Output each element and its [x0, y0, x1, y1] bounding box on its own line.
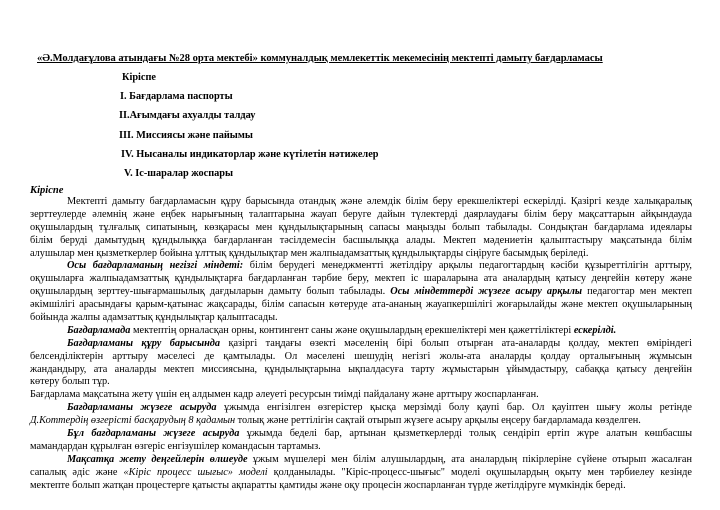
toc-item: Кіріспе: [122, 72, 156, 83]
text-line: [30, 235, 692, 248]
text-line: [30, 299, 692, 312]
text-segment: ұжымда беделі бар, артынан қызметкерлерді толық сендіріп ертіп жүре алатын көшбасшы: [239, 428, 692, 440]
text-line: [30, 196, 692, 209]
text-segment: педагогтар мен мектеп: [582, 286, 692, 298]
text-line: [30, 222, 692, 235]
text-line: [30, 364, 692, 377]
toc-item: I. Бағдарлама паспорты: [120, 91, 233, 103]
section-heading: Кіріспе: [30, 185, 64, 196]
text-segment: ұжымда енгізілген өзгерістер қысқа мерзімді болу қаупі бар. Ол қауіптен шығу жолы ретінде: [216, 402, 693, 414]
document-title: «Ә.Молдағұлова атындағы №28 орта мектебі» коммуналдық мемлекеттік мекемесінің мектепті дамыту бағдарламасы: [37, 53, 603, 64]
text-line: [30, 467, 692, 480]
body-text: [30, 196, 692, 492]
text-segment: белсенділіктерін арттыру мәселесі де қамтылады. Ол мәселені шешудің негізгі жолы-ата аналарды қолдау орталығының жұмысын: [30, 350, 692, 362]
text-line: [30, 428, 692, 441]
text-line: [30, 402, 692, 415]
text-line: [30, 480, 692, 493]
text-segment: Мектепті дамыту бағдарламасын құру барысында отандық және әлемдік білім беру ерекшеліктері ескерілді. Қазіргі кезде халықаралық: [67, 196, 692, 207]
emphasis-text: Мақсатқа жету деңгейлерін өлшеуде: [67, 453, 248, 465]
text-line: [30, 338, 692, 351]
text-segment: әкімшілігі арасындағы қарым-қатынас жақсарады, білім сапасын көтеруде ата-ананың жауапкершілігі жоғарылайды және мектеп оқушыларының: [30, 299, 692, 311]
text-segment: қазіргі таңдағы өзекті мәселенің бірі болып отырған ата-аналарды қолдау, мектеп өміріндегі: [220, 337, 692, 349]
text-segment: оқушылардың зерттеу-шығармашылық дағдыларын дамыту болып табылады.: [30, 286, 391, 298]
text-line: [30, 351, 692, 364]
text-line: [30, 260, 692, 273]
text-segment: оқушыларға жалпыадамзаттық құндылықтарға бағдарланған тәрбие беру, мектеп іс шараларына ата аналардың қатысу деңгейін көтеру және: [30, 273, 692, 285]
text-segment: ұжым мүшелері мен білім алушылардың, ата аналардың пікірлеріне сүйене отырып жасалған: [247, 453, 692, 465]
text-segment: оқушылардың тұлғалық сипатының, көзқарасы мен құндылықтарының сапасы маңызды болып табылады. Сондықтан бағдарлама идеялары: [30, 221, 692, 233]
text-segment: қолданылады. "Кіріс-процесс-шығыс" моделі оқушылардың оқыту мен тәрбиелеу кезінде: [267, 466, 692, 478]
emphasis-text: Бағдарламада: [67, 324, 131, 336]
text-line: [30, 389, 692, 402]
toc-item: IV. Нысаналы индикаторлар және күтілетін нәтижелер: [121, 148, 379, 160]
text-segment: мамандардан құрылған өзгеріс енгізушілер командасын тартамыз.: [30, 440, 321, 452]
text-line: [30, 376, 692, 389]
text-segment: зерттеулерде әлемнің және еңбек нарығының талаптарына жауап беруге дайын түлектерді даярлаудағы білім беру мақсаттарын айқындауда: [30, 208, 692, 220]
text-line: [30, 325, 692, 338]
text-line: [30, 273, 692, 286]
text-segment: көтеру болып тұр.: [30, 376, 110, 388]
emphasis-text: Бағдарламаны жүзеге асыруда: [67, 402, 217, 414]
text-segment: мектепте болып жатқан процестерге қатысты ақпаратты қамтиды және оқу процесін жоспарланған түрде жетілдіруге мүмкіндік береді.: [30, 479, 626, 491]
text-line: [30, 415, 692, 428]
text-segment: білім берудегі менеджментті жетілдіру арқылы педагогтардың кәсіби құзыреттілігін арттыру,: [243, 260, 692, 272]
text-segment: білім беруді дамытудың құндылыққа бағдарланған тәсілдемесін басшылыққа алады. Мектеп мәдениетін қалыптастыру мақсатында білім: [30, 234, 692, 246]
text-line: [30, 286, 692, 299]
toc-item: III. Миссиясы және пайымы: [119, 129, 253, 141]
table-of-contents: [119, 68, 379, 183]
toc-item: V. Іс-шаралар жоспары: [124, 167, 234, 179]
emphasis-text: Д.Коттердің өзгерісті басқарудың 8 қадамын: [30, 415, 236, 427]
toc-item: II.Ағымдағы ахуалды талдау: [119, 110, 256, 122]
text-segment: сапалық әдіс және: [30, 466, 124, 478]
text-segment: мектептің орналасқан орны, контингент саны және оқушылардың ерекшеліктері мен қажеттіліктері: [130, 324, 574, 336]
emphasis-text: ескерілді.: [573, 324, 617, 336]
text-line: [30, 209, 692, 222]
emphasis-text: Бұл бағдарламаны жүзеге асыруда: [67, 428, 240, 440]
emphasis-text: Бағдарламаны құру барысында: [67, 337, 221, 349]
text-segment: алушылар мен қызметкерлер бойына ұлттық құндылықтар мен жалпыадамзаттық құндылықтарды сіңіруге басымдық беріледі.: [30, 247, 589, 259]
text-line: [30, 454, 692, 467]
text-line: [30, 312, 692, 325]
text-segment: Бағдарлама мақсатына жету үшін ең алдымен кадр әлеуеті ресурсын тиімді пайдалану және арттыру жоспарланған.: [30, 389, 539, 401]
text-segment: толық және реттілігін сақтай отырып жүзеге асыру арқылы еңсеру бағдарламада көзделген.: [235, 415, 641, 427]
text-line: [30, 441, 692, 454]
emphasis-text: Осы бағдарламаның негізгі міндеті:: [67, 260, 244, 272]
text-line: [30, 248, 692, 261]
emphasis-text: Осы міндеттерді жүзеге асыру арқылы: [390, 286, 583, 298]
emphasis-text: «Кіріс процесс шығыс» моделі: [123, 466, 268, 478]
text-segment: жандандыру, ата аналарды мектеп миссиясына, құндылықтарына ықпалдасуға тарту жұмыстарын ұйымдастыру, сабаққа қатысу деңгейін: [30, 363, 692, 375]
text-segment: бойында жалпы адамзаттық құндылықтар қалыптасады.: [30, 312, 278, 324]
